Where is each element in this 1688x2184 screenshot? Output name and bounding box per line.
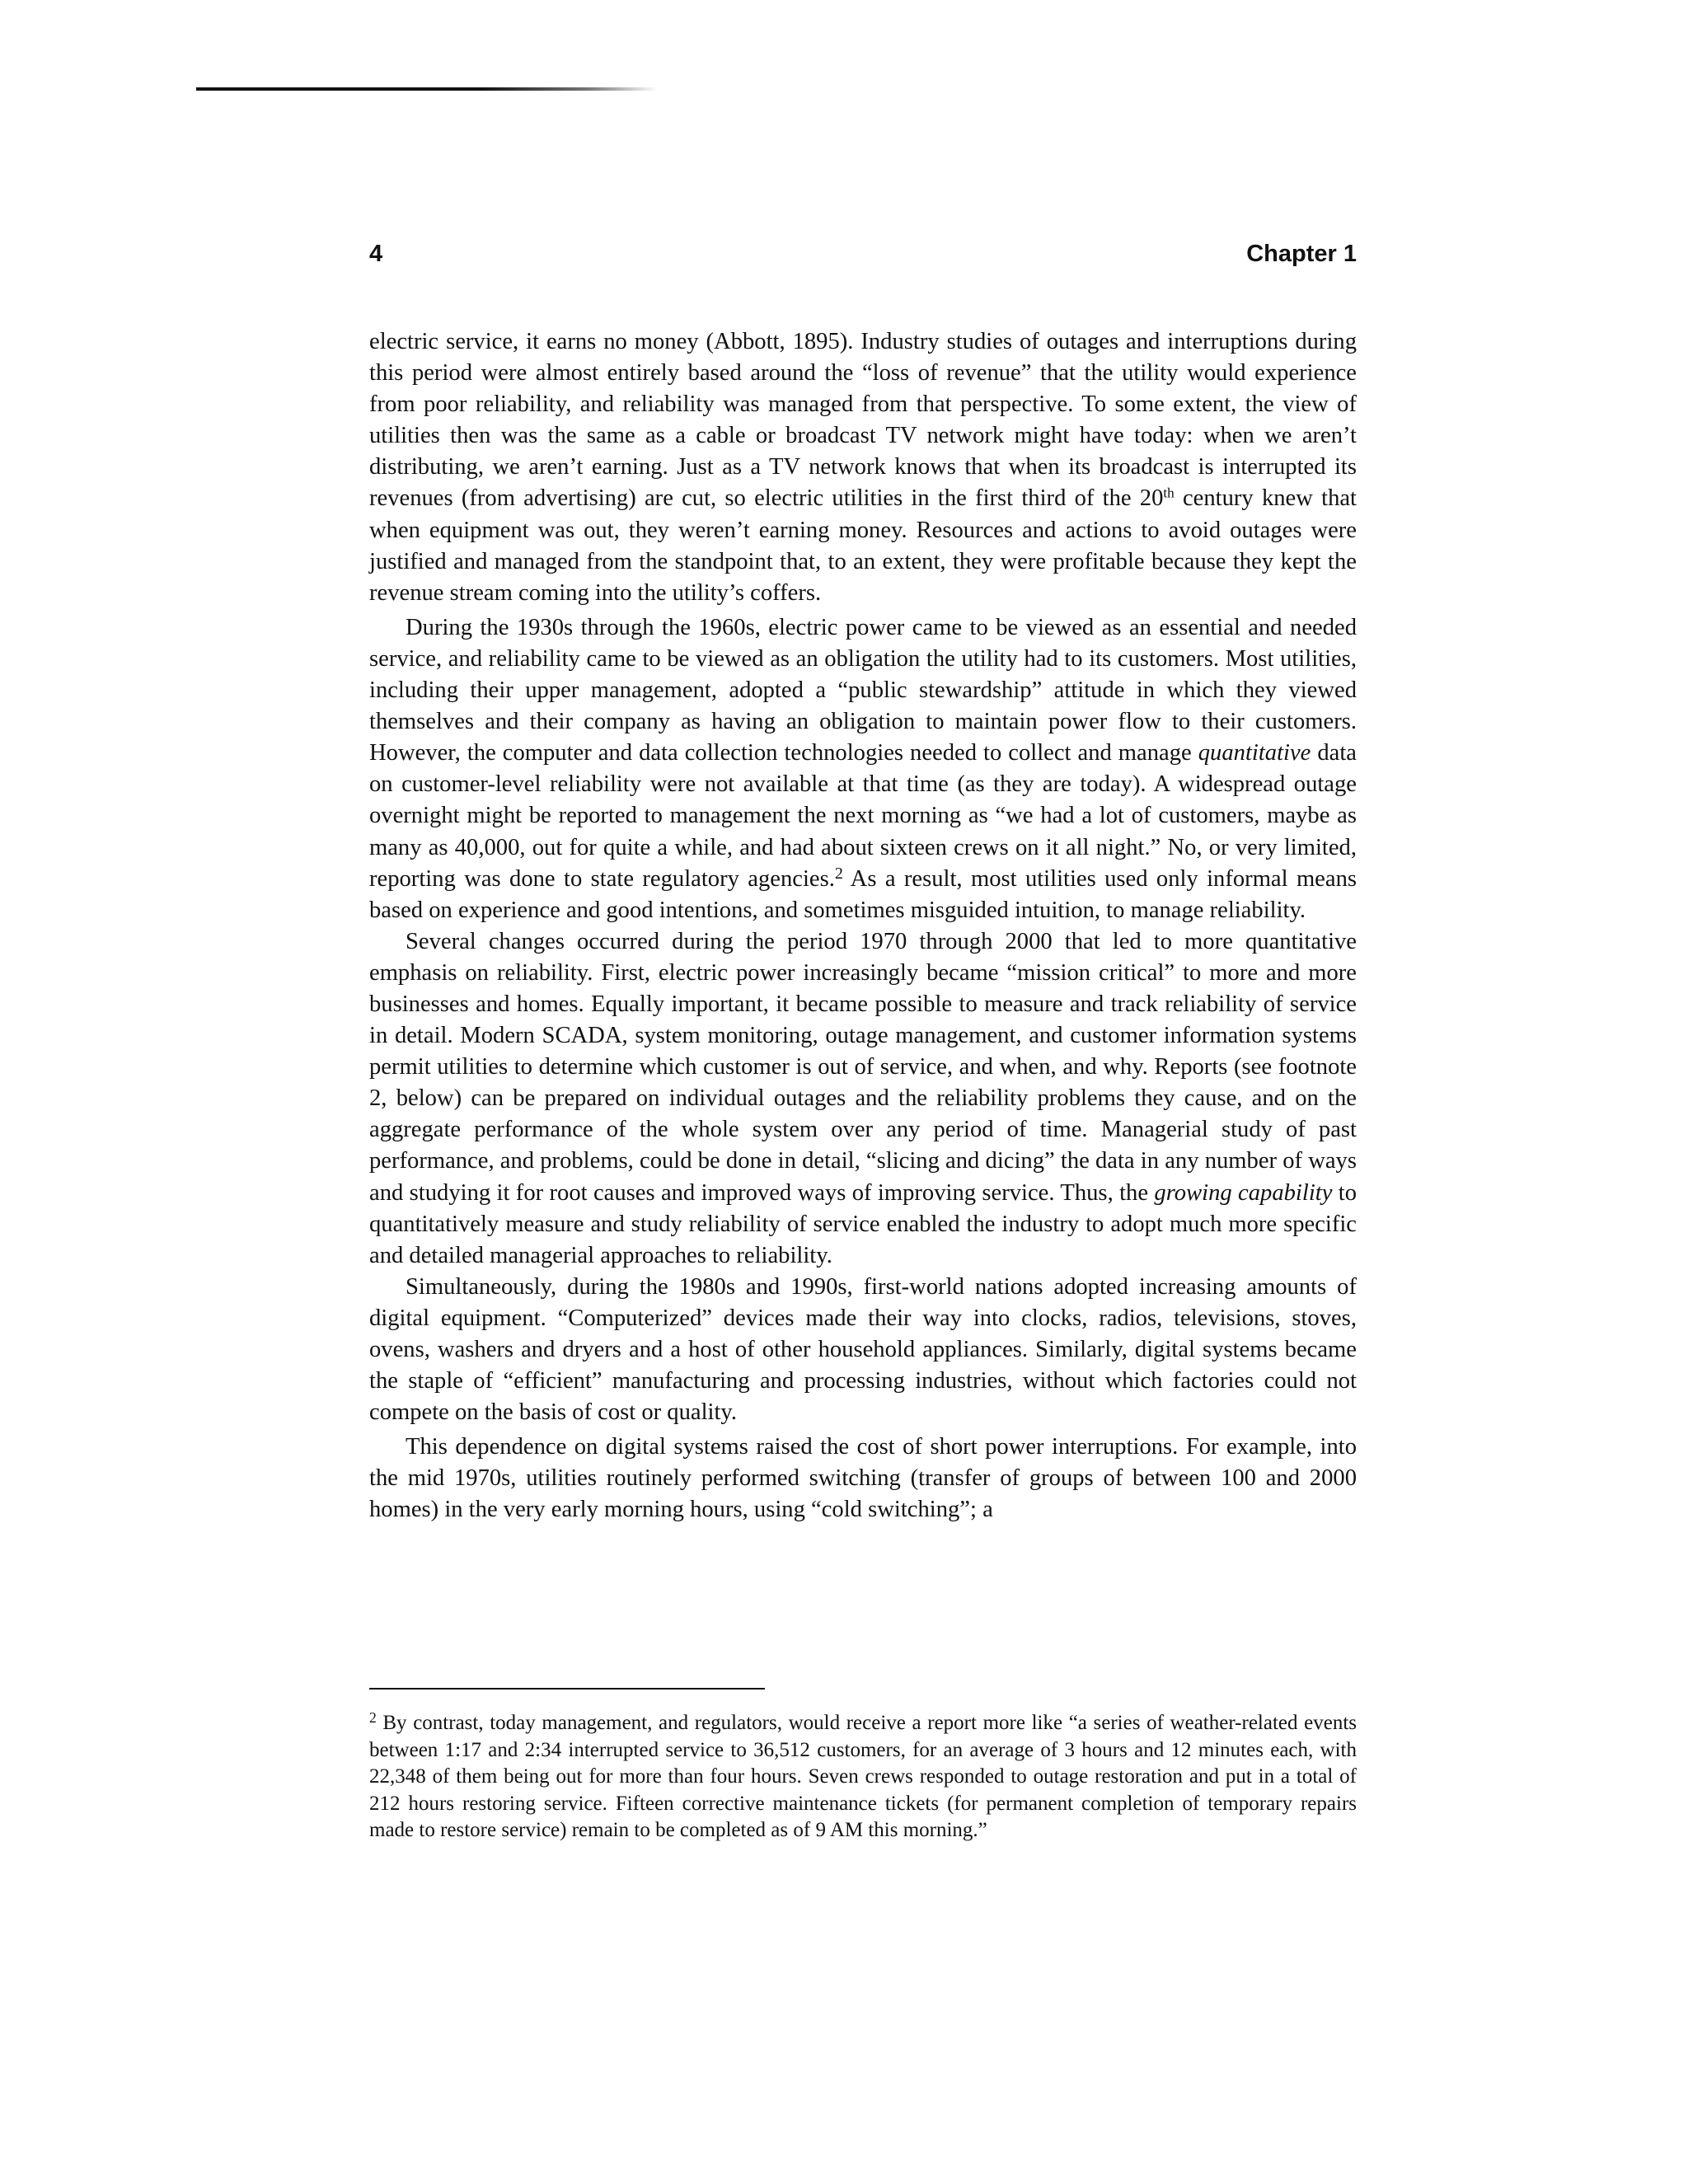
footnote — [369, 1710, 1357, 1844]
top-rule — [196, 87, 658, 91]
paragraph-3 — [369, 926, 1357, 1272]
paragraph-2 — [369, 612, 1357, 926]
paragraph-2-text-continued: data on customer-level reliability were not available at that time (as they are today). A widespread outage overnight might be reported to management the next morning as “we had a lot of customers, maybe as many as 40,000, out for quite a while, and had about sixteen crews on it all night.” No, or very limited, reporting was done to state regulatory agencies. — [369, 740, 1357, 892]
body-text — [369, 326, 1357, 1526]
paragraph-1-text: electric service, it earns no money (Abbott, 1895). Industry studies of outages and interruptions during this period were almost entirely based around the “loss of revenue” that the utility would experience from poor reliability, and reliability was managed from that perspective. To some extent, the view of utilities then was the same as a cable or broadcast TV network might have today: when we aren’t distributing, we aren’t earning. Just as a TV network knows that when its broadcast is interrupted its revenues (from advertising) are cut, so electric utilities in the first third of the 20 — [369, 329, 1357, 512]
paragraph-3-text: Several changes occurred during the period 1970 through 2000 that led to more quantitative emphasis on reliability. First, electric power increasingly became “mission critical” to more and more businesses and homes. Equally important, it became possible to measure and track reliability of service in detail. Modern SCADA, system monitoring, outage management, and customer information systems permit utilities to determine which customer is out of service, and when, and why. Reports (see footnote 2, below) can be prepared on individual outages and the reliability problems they cause, and on the aggregate performance of the whole system over any period of time. Managerial study of past performance, and problems, could be done in detail, “slicing and dicing” the data in any number of ways and studying it for root causes and improved ways of improving service. Thus, the — [369, 928, 1357, 1206]
footnote-rule — [369, 1688, 765, 1690]
emphasis-quantitative: quantitative — [1198, 740, 1311, 766]
running-head — [369, 241, 1357, 274]
footnote-marker: 2 — [369, 1709, 377, 1727]
footnote-text: By contrast, today management, and regulators, would receive a report more like “a series of weather-related events between 1:17 and 2:34 interrupted service to 36,512 customers, for an average of 3 hours and 12 minutes each, with 22,348 of them being out for more than four hours. Seven crews responded to outage restoration and put in a total of 212 hours restoring service. Fifteen corrective maintenance tickets (for permanent completion of temporary repairs made to restore service) remain to be completed as of 9 AM this morning.” — [369, 1712, 1357, 1841]
ordinal-superscript: th — [1163, 485, 1175, 502]
chapter-label: Chapter 1 — [1246, 241, 1357, 267]
paragraph-1 — [369, 326, 1357, 609]
paragraph-4-text: Simultaneously, during the 1980s and 1990s, first-world nations adopted increasing amounts of digital equipment. “Computerized” devices made their way into clocks, radios, televisions, stoves, ovens, washers and dryers and a host of other household appliances. Similarly, digital systems became the staple of “efficient” manufacturing and processing industries, without which factories could not compete on the basis of cost or quality. — [369, 1273, 1357, 1426]
paragraph-3-text-continued: to quantitatively measure and study reliability of service enabled the industry to adopt much more specific and detailed managerial approaches to reliability. — [369, 1179, 1357, 1268]
paragraph-2-text-end: As a result, most utilities used only informal means based on experience and good intentions, and sometimes misguided intuition, to manage reliability. — [369, 865, 1357, 923]
footnote-reference: 2 — [834, 864, 843, 883]
paragraph-5 — [369, 1432, 1357, 1526]
paragraph-4 — [369, 1272, 1357, 1428]
page-number: 4 — [369, 241, 383, 267]
paragraph-1-text-continued: century knew that when equipment was out, they weren’t earning money. Resources and actions to avoid outages were justified and managed from the standpoint that, to an extent, they were profitable because they kept the revenue stream coming into the utility’s coffers. — [369, 485, 1357, 606]
paragraph-2-text: During the 1930s through the 1960s, electric power came to be viewed as an essential and needed service, and reliability came to be viewed as an obligation the utility had to its customers. Most utilities, including their upper management, adopted a “public stewardship” attitude in which they viewed themselves and their company as having an obligation to maintain power flow to their customers. However, the computer and data collection technologies needed to collect and manage — [369, 614, 1357, 766]
paragraph-5-text: This dependence on digital systems raised the cost of short power interruptions. For example, into the mid 1970s, utilities routinely performed switching (transfer of groups of between 100 and 2000 homes) in the very early morning hours, using “cold switching”; a — [369, 1434, 1357, 1523]
emphasis-growing-capability: growing capability — [1154, 1179, 1333, 1206]
